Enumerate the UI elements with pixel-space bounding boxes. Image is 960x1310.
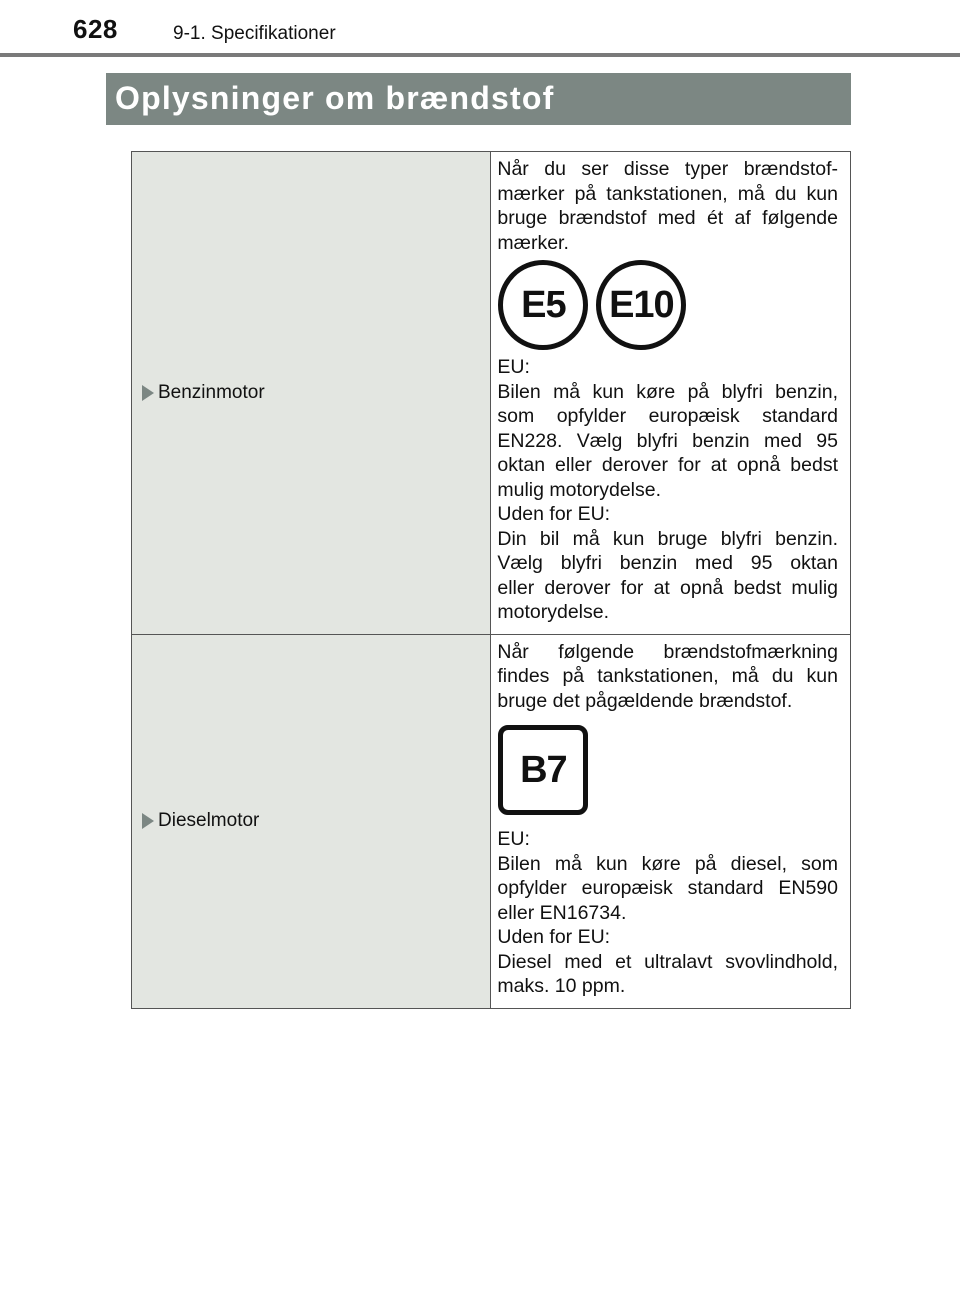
engine-label-cell bbox=[132, 152, 491, 635]
section-reference: 9-1. Specifikationer bbox=[173, 23, 336, 44]
e10-fuel-label-icon: E10 bbox=[596, 260, 686, 350]
engine-label bbox=[142, 810, 490, 832]
intro-text bbox=[497, 157, 838, 255]
intro-line: mærker. bbox=[497, 231, 569, 254]
e5-fuel-label-icon: E5 bbox=[498, 260, 588, 350]
triangle-bullet-icon bbox=[142, 385, 154, 401]
header-rule bbox=[0, 53, 960, 57]
intro-line: Når du ser disse typer brændstof- bbox=[497, 158, 838, 180]
body-text bbox=[497, 355, 838, 625]
intro-line: findes på tankstationen, må du kun bbox=[497, 665, 838, 687]
fuel-info-cell bbox=[491, 634, 851, 1008]
triangle-bullet-icon bbox=[142, 813, 154, 829]
body-line: Din bil må kun bruge blyfri benzin. bbox=[497, 527, 838, 550]
body-line: mulig motorydelse. bbox=[497, 478, 662, 501]
body-line: EU: bbox=[497, 828, 530, 850]
page-header bbox=[0, 0, 960, 60]
body-line: opfylder europæisk standard EN590 bbox=[497, 877, 838, 899]
body-line: Uden for EU: bbox=[497, 926, 611, 948]
body-line: som opfylder europæisk standard bbox=[497, 405, 838, 427]
body-line: Diesel med et ultralavt svovlindhold, bbox=[497, 950, 838, 973]
body-line: Bilen må kun køre på blyfri benzin, bbox=[497, 380, 838, 403]
engine-label-text: Benzinmotor bbox=[158, 381, 265, 403]
engine-label-cell bbox=[132, 634, 491, 1008]
fuel-spec-table bbox=[131, 151, 851, 1009]
intro-line: bruge det pågældende brændstof. bbox=[497, 689, 793, 712]
body-line: Uden for EU: bbox=[497, 503, 611, 525]
body-line: oktan eller derover for at opnå bedst bbox=[497, 454, 838, 476]
body-line: EN228. Vælg blyfri benzin med 95 bbox=[497, 429, 838, 452]
table-row-diesel bbox=[132, 634, 851, 1008]
body-line: maks. 10 ppm. bbox=[497, 975, 626, 997]
body-line: motorydelse. bbox=[497, 601, 610, 623]
body-line: EU: bbox=[497, 356, 530, 378]
engine-label-text: Dieselmotor bbox=[158, 810, 260, 831]
intro-line: mærker på tankstationen, må du kun bbox=[497, 182, 838, 205]
fuel-info-cell bbox=[491, 152, 851, 635]
section-title: Oplysninger om brændstof bbox=[115, 80, 555, 116]
intro-line: bruge brændstof med ét af følgende bbox=[497, 207, 838, 229]
body-line: eller derover for at opnå bedst mulig bbox=[497, 576, 838, 599]
fuel-labels bbox=[497, 255, 838, 355]
b7-fuel-label-icon: B7 bbox=[498, 725, 588, 815]
page-number: 628 bbox=[73, 14, 118, 44]
fuel-labels bbox=[497, 713, 838, 827]
body-line: Bilen må kun køre på diesel, som bbox=[497, 852, 838, 875]
section-title-bar bbox=[106, 73, 851, 125]
intro-text bbox=[497, 640, 838, 714]
engine-label bbox=[142, 382, 490, 404]
intro-line: Når følgende brændstofmærkning bbox=[497, 640, 838, 663]
body-line: Vælg blyfri benzin med 95 oktan bbox=[497, 552, 838, 574]
body-text bbox=[497, 827, 838, 999]
table-row-petrol bbox=[132, 152, 851, 635]
body-line: eller EN16734. bbox=[497, 901, 627, 924]
